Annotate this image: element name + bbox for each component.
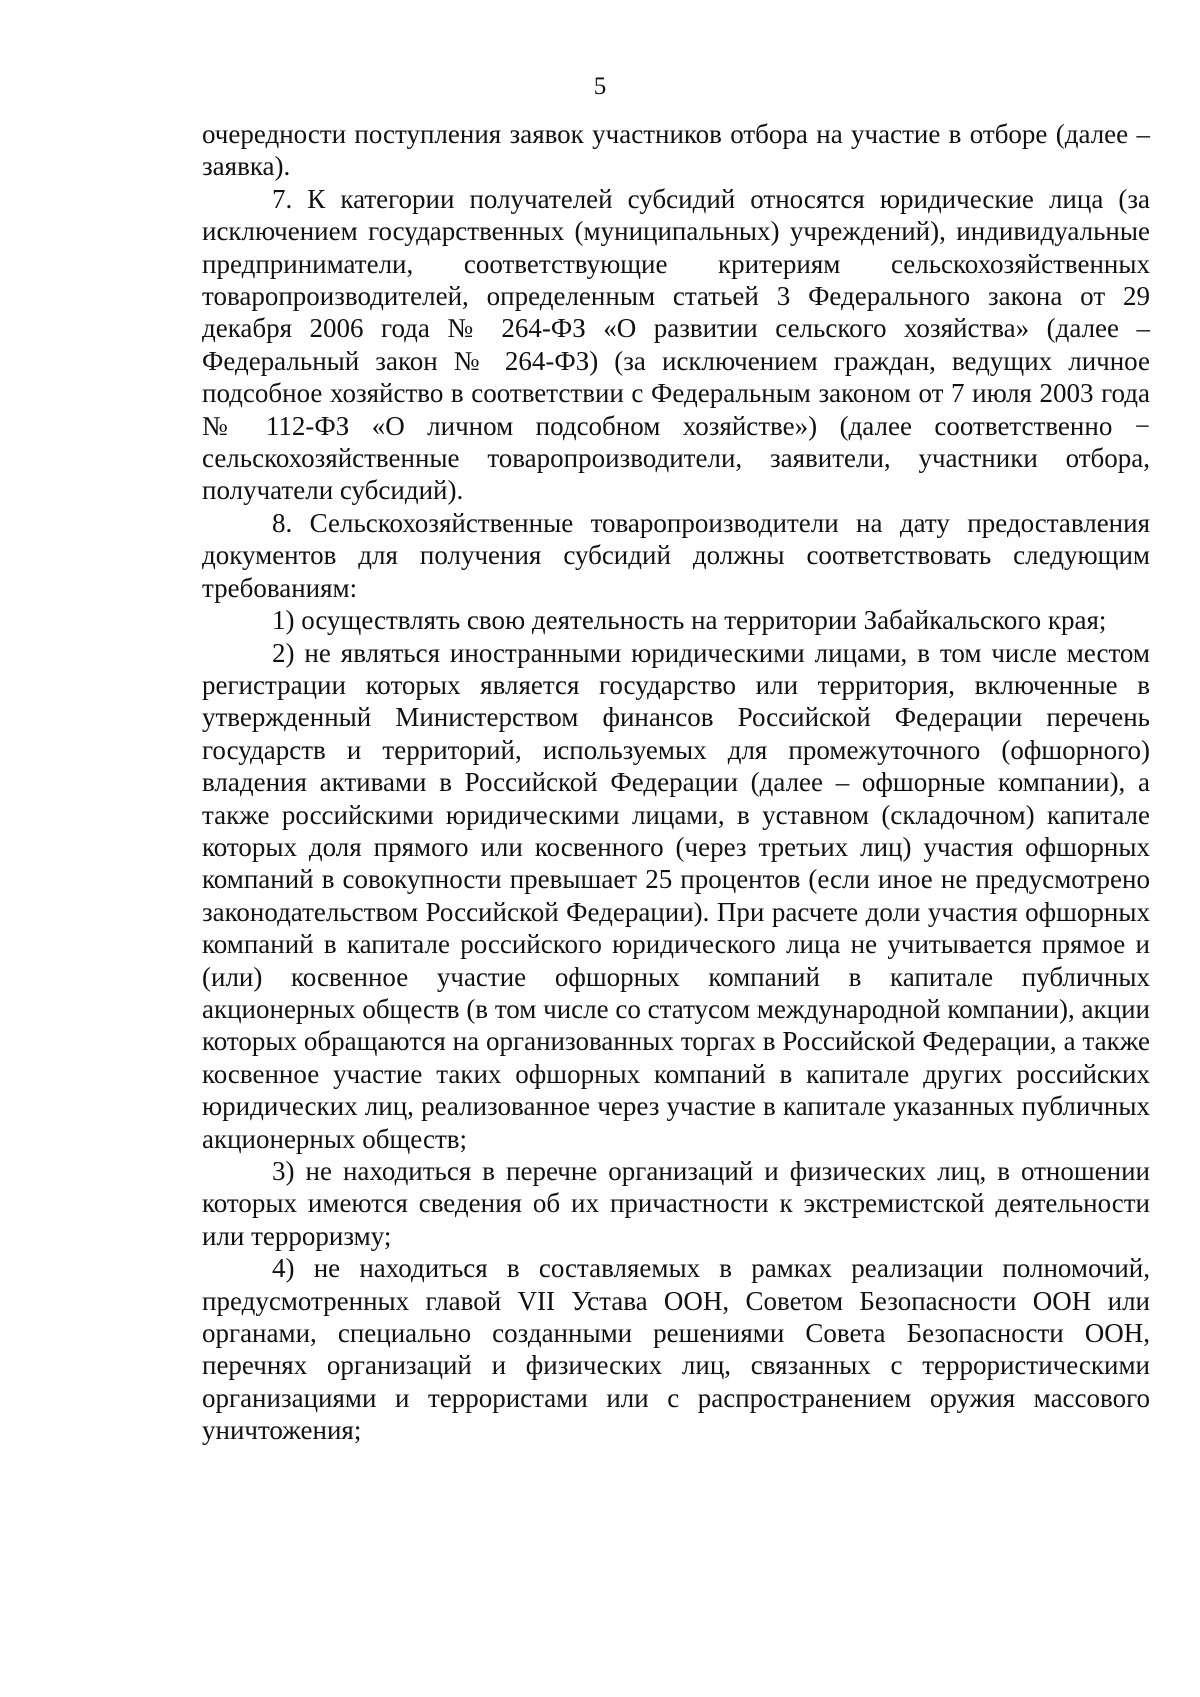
paragraph-8-requirements: 8. Сельскохозяйственные товаропроизводители на дату предоставления документов для получения субсидий должны соответствовать следующим требованиям: xyxy=(202,507,1150,603)
document-body xyxy=(202,118,1150,1447)
page-number: 5 xyxy=(593,73,607,100)
paragraph-application-order: очередности поступления заявок участников отбора на участие в отборе (далее – заявка). xyxy=(202,119,1150,182)
requirement-4-un-lists: 4) не находиться в составляемых в рамках реализации полномочий, предусмотренных главой VII Устава ООН, Советом Безопасности ООН или органами, специально созданными решениями Совета Безопасности ООН, перечнях организаций и физических лиц, связанных с террористическими организациями и террористами или с распространением оружия массового уничтожения; xyxy=(202,1253,1150,1446)
requirement-3-extremism-list: 3) не находиться в перечне организаций и физических лиц, в отношении которых имеются сведения об их причастности к экстремистской деятельности или терроризму; xyxy=(202,1156,1150,1251)
requirement-1-territory: 1) осуществлять свою деятельность на территории Забайкальского края; xyxy=(272,605,1107,636)
requirement-2-offshore: 2) не являться иностранными юридическими лицами, в том числе местом регистрации которых является государство или территория, включенные в утвержденный Министерством финансов Российской Федерации перечень государств и территорий, используемых для промежуточного (офшорного) владения активами в Российской Федерации (далее – офшорные компании), а также российскими юридическими лицами, в уставном (складочном) капитале которых доля прямого или косвенного (через третьих лиц) участия офшорных компаний в совокупности превышает 25 процентов (если иное не предусмотрено законодательством Российской Федерации). При расчете доли участия офшорных компаний в капитале российского юридического лица не учитывается прямое и (или) косвенное участие офшорных компаний в капитале публичных акционерных обществ (в том числе со статусом международной компании), акции которых обращаются на организованных торгах в Российской Федерации, а также косвенное участие таких офшорных компаний в капитале других российских юридических лиц, реализованное через участие в капитале указанных публичных акционерных обществ; xyxy=(202,637,1150,1154)
paragraph-7-recipient-categories: 7. К категории получателей субсидий относятся юридические лица (за исключением государственных (муниципальных) учреждений), индивидуальные предприниматели, соответствующие критериям сельскохозяйственных товаропроизводителей, определенным статьей 3 Федерального закона от 29 декабря 2006 года № 264-ФЗ «О развитии сельского хозяйства» (далее – Федеральный закон № 264-ФЗ) (за исключением граждан, ведущих личное подсобное хозяйство в соответствии с Федеральным законом от 7 июля 2003 года № 112-ФЗ «О личном подсобном хозяйстве») (далее соответственно − сельскохозяйственные товаропроизводители, заявители, участники отбора, получатели субсидий). xyxy=(202,183,1150,506)
